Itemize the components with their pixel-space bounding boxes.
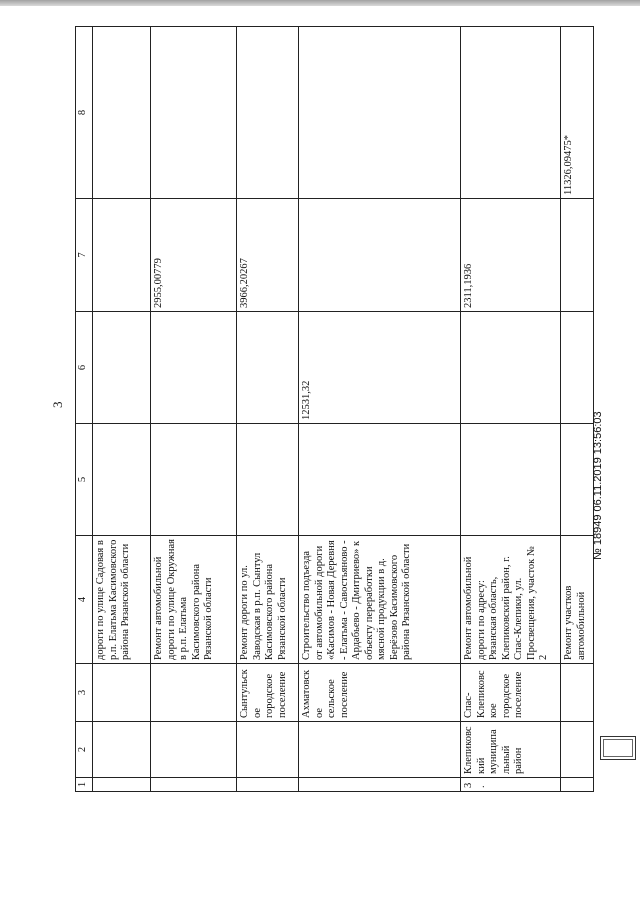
cell-object: Строительство подъезда от автомобильной дороги «Касимов - Новая Деревня - Елатьма - Савостьяново - Ардабьево - Дмитриево» к объекту переработки мясной продукции в д. Берёзово Касимовского района Рязанской области xyxy=(299,536,461,664)
header-row xyxy=(76,27,93,792)
document-footer: № 18949 06.11.2019 13:56:03 xyxy=(592,411,604,560)
col-header: 6 xyxy=(76,312,93,424)
col-header: 7 xyxy=(76,199,93,312)
cell-col7: 3966,20267 xyxy=(237,199,299,312)
col-header: 5 xyxy=(76,424,93,536)
cell-object: Ремонт автомобильной дороги по улице Окружная в р.п. Елатьма Касимовского района Рязанской области xyxy=(151,536,237,664)
page-number: 3 xyxy=(50,401,65,408)
data-table xyxy=(75,26,594,792)
cell-object: Ремонт автомобильной дороги по адресу: Рязанская область, Клепиковский район, г. Спас-Клепики, ул. Просвещения, участок № 2 xyxy=(461,536,561,664)
cell-object: дороги по улице Садовая в р.п. Елатьма Касимовского района Рязанской области xyxy=(93,536,151,664)
cell-district: Клепиковский муниципальный район xyxy=(461,722,561,778)
scan-edge xyxy=(0,0,640,6)
col-header: 3 xyxy=(76,664,93,722)
table-row xyxy=(461,27,561,792)
col-header: 1 xyxy=(76,778,93,792)
col-header: 8 xyxy=(76,27,93,199)
col-header: 4 xyxy=(76,536,93,664)
cell-settlement: Сынтульское городское поселение xyxy=(237,664,299,722)
table-row xyxy=(561,27,594,792)
cell-col8: 11326,09475* xyxy=(561,27,594,199)
rotated-table-wrapper xyxy=(75,27,590,792)
cell-object: Ремонт дороги по ул. Заводская в р.п. Сынтул Касимовского района Рязанской области xyxy=(237,536,299,664)
cell-col7: 2311,1936 xyxy=(461,199,561,312)
cell-settlement: Ахматовское сельское поселение xyxy=(299,664,461,722)
cell-col7: 2955,00779 xyxy=(151,199,237,312)
cell-settlement: Спас-Клепиковское городское поселение xyxy=(461,664,561,722)
table-row xyxy=(151,27,237,792)
table-row xyxy=(237,27,299,792)
seal-stamp xyxy=(600,736,636,760)
table-row xyxy=(93,27,151,792)
cell-number: 3. xyxy=(461,778,561,792)
cell-col6: 12531,32 xyxy=(299,312,461,424)
table-row xyxy=(299,27,461,792)
col-header: 2 xyxy=(76,722,93,778)
cell-object: Ремонт участков автомобильной xyxy=(561,536,594,664)
